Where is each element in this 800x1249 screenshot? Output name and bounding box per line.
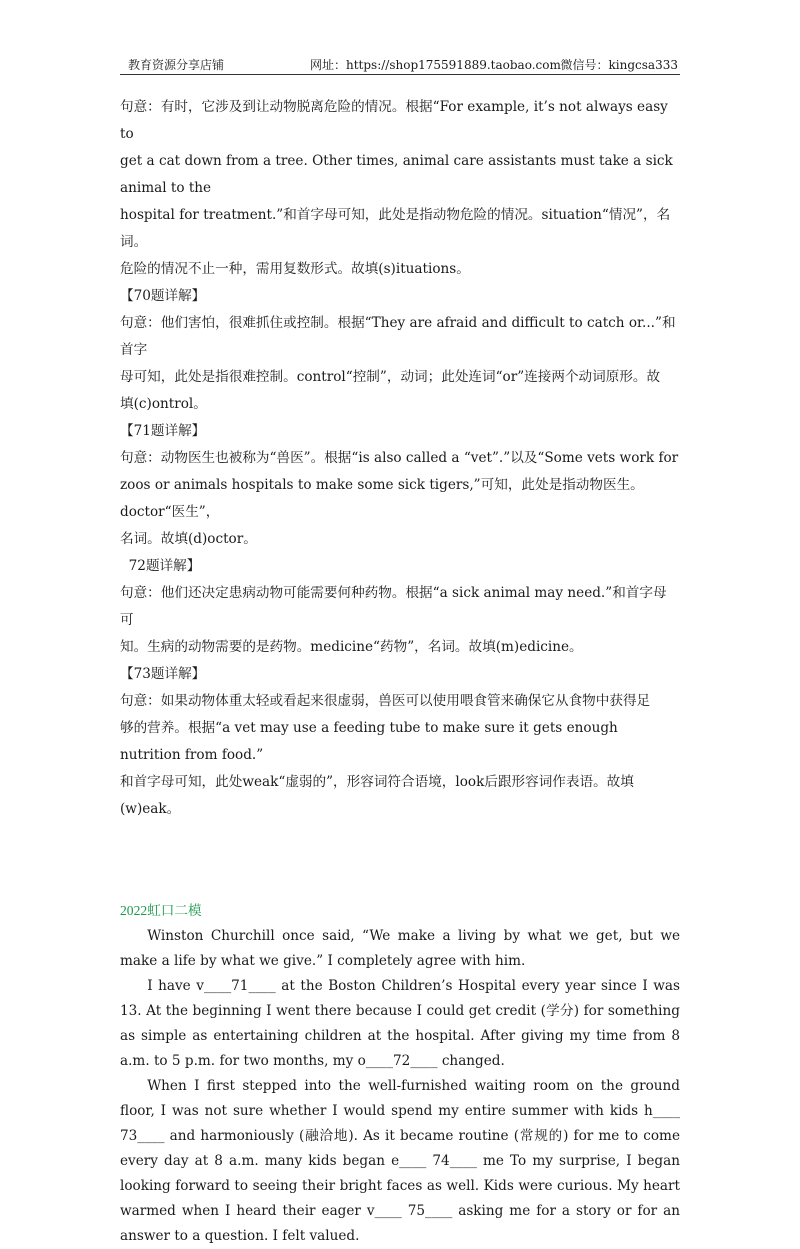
explanation-line: 句意：他们还决定患病动物可能需要何种药物。根据“a sick animal may need.”和首字母可 <box>120 585 667 628</box>
explanation-line: 句意：有时，它涉及到让动物脱离危险的情况。根据“For example, it’s not always easy to <box>120 99 668 142</box>
passage-paragraph: When I first stepped into the well-furnished waiting room on the ground floor, I was not sure whether I would spend my entire summer with kids h____ 73____ and harmoniously (融洽地). As it became routine (常规的) for me to come every day at 8 a.m. many kids began e____ 74____ me To my surprise, I began looking forward to seeing their bright faces as well. Kids were curious. My heart warmed when I heard their eager v____ 75____ asking me for a story or for an answer to a question. I felt valued. <box>120 1078 680 1244</box>
explanation-line: 够的营养。根据“a vet may use a feeding tube to make sure it gets enough nutrition from food.” <box>120 720 618 763</box>
explanation-line: 知。生病的动物需要的是药物。medicine“药物”，名词。故填(m)edicine。 <box>120 639 583 655</box>
question-heading: 72题详解】 <box>120 558 201 574</box>
answer-explanations <box>120 94 680 823</box>
question-heading: 【71题详解】 <box>120 423 206 439</box>
explanation-line: get a cat down from a tree. Other times, animal care assistants must take a sick animal to the <box>120 153 673 196</box>
explanation-line: 填(c)ontrol。 <box>120 396 207 412</box>
document-body <box>120 94 680 1249</box>
header-shop-name: 教育资源分享店铺 <box>128 58 225 72</box>
explanation-line: 句意：动物医生也被称为“兽医”。根据“is also called a “vet”.”以及“Some vets work for <box>120 450 679 466</box>
explanation-line: 名词。故填(d)octor。 <box>120 531 257 547</box>
explanation-line: 句意：他们害怕，很难抓住或控制。根据“They are afraid and difficult to catch or...”和首字 <box>120 315 676 358</box>
explanation-line: 危险的情况不止一种，需用复数形式。故填(s)ituations。 <box>120 261 470 277</box>
explanation-line: zoos or animals hospitals to make some sick tigers,”可知，此处是指动物医生。doctor“医生”， <box>120 477 644 520</box>
reading-passage <box>120 924 680 1249</box>
passage-paragraph: Winston Churchill once said, “We make a living by what we get, but we make a life by what we give.” I completely agree with him. <box>120 928 680 969</box>
explanation-line: hospital for treatment.”和首字母可知，此处是指动物危险的情况。situation“情况”，名词。 <box>120 207 671 250</box>
header-url: 网址：https://shop175591889.taobao.com <box>310 58 561 72</box>
explanation-line: (w)eak。 <box>120 801 181 817</box>
question-heading: 【70题详解】 <box>120 288 206 304</box>
explanation-line: 句意：如果动物体重太轻或看起来很虚弱，兽医可以使用喂食管来确保它从食物中获得足 <box>120 693 651 709</box>
passage-paragraph: I have v____71____ at the Boston Children’s Hospital every year since I was 13. At the beginning I went there because I could get credit (学分) for something as simple as entertaining children at the hospital. After giving my time from 8 a.m. to 5 p.m. for two months, my o____72____ changed. <box>120 978 680 1069</box>
explanation-line: 母可知，此处是指很难控制。control“控制”，动词；此处连词“or”连接两个动词原形。故 <box>120 369 661 385</box>
page-header <box>120 56 680 75</box>
section-title: 2022虹口二模 <box>120 903 202 918</box>
question-heading: 【73题详解】 <box>120 666 206 682</box>
header-wechat: 微信号：kingcsa333 <box>560 58 678 72</box>
explanation-line: 和首字母可知，此处weak“虚弱的”，形容词符合语境，look后跟形容词作表语。故填 <box>120 774 634 790</box>
